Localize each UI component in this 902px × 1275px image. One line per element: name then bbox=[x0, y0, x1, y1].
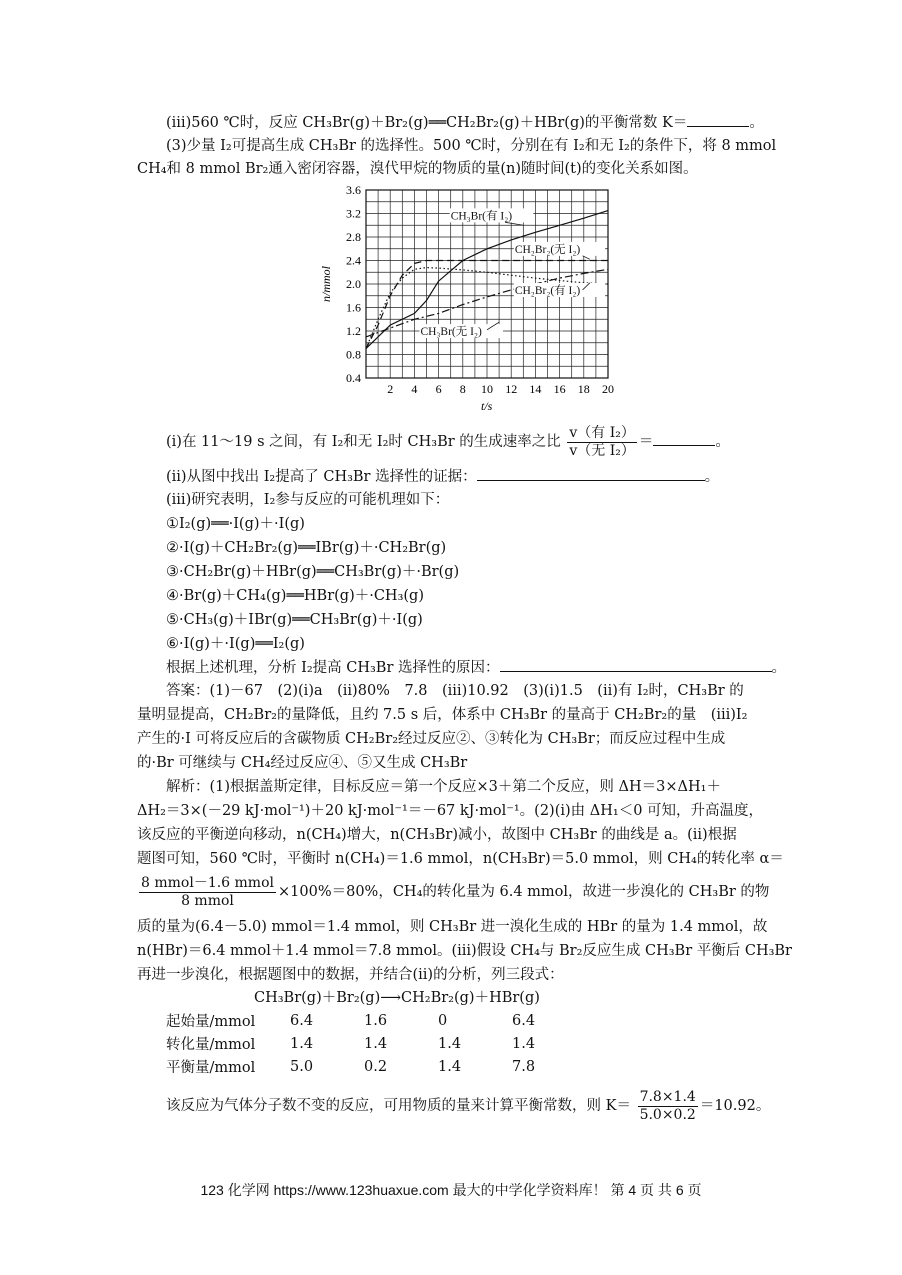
x-tick-label: 18 bbox=[577, 382, 590, 396]
q3-i-line: (ⅰ)在 11～19 s 之间，有 I₂和无 I₂时 CH₃Br 的生成速率之比 $\frac{\text{v（有 I₂）}}{\text{v（无 I₂）}}$ ＝ 。 bbox=[166, 424, 730, 459]
table-cell: 5.0 bbox=[290, 1058, 314, 1075]
y-tick-label: 1.6 bbox=[346, 300, 361, 315]
q3-ii-text: (ⅱ)从图中找出 I₂提高了 CH₃Br 选择性的证据： bbox=[166, 469, 477, 485]
x-tick-label: 4 bbox=[411, 382, 418, 396]
analysis-line-1: 解析：(1)根据盖斯定律，目标反应＝第一个反应×3＋第二个反应，则 ΔH＝3×ΔH₁＋ bbox=[166, 779, 721, 795]
annotation-leader-line bbox=[505, 222, 523, 225]
table-cell: 1.4 bbox=[438, 1035, 462, 1052]
k-calc-line bbox=[166, 1087, 770, 1125]
analysis2-line-2: n(HBr)＝6.4 mmol＋1.4 mmol＝7.8 mmol。(ⅲ)假设 CH₄与 Br₂反应生成 CH₃Br 平衡后 CH₃Br bbox=[137, 943, 792, 959]
answer-line-3: 产生的·I 可将反应后的含碳物质 CH₂Br₂经过反应②、③转化为 CH₃Br；而反应过程中生成 bbox=[137, 731, 726, 747]
answer-line-4: 的·Br 可继续与 CH₄经过反应④、⑤又生成 CH₃Br bbox=[137, 755, 468, 771]
k-fraction bbox=[638, 1089, 698, 1124]
three-stage-equation: CH₃Br(g)＋Br₂(g)⟶CH₂Br₂(g)＋HBr(g) bbox=[254, 990, 540, 1006]
k-numerator: 7.8×1.4 bbox=[639, 1088, 696, 1105]
table-row bbox=[166, 1055, 562, 1078]
table-cell: 0.2 bbox=[364, 1058, 388, 1075]
mechanism-step-2: ②·I(g)＋CH₂Br₂(g)══IBr(g)＋·CH₂Br(g) bbox=[166, 540, 447, 556]
x-tick-label: 8 bbox=[459, 382, 466, 396]
analysis-line-4: 题图可知，560 ℃时，平衡时 n(CH₄)＝1.6 mmol，n(CH₃Br)＝5.0 mmol，则 CH₄的转化率 α＝ bbox=[137, 851, 784, 867]
q3-intro-line1: (3)少量 I₂可提高生成 CH₃Br 的选择性。500 ℃时，分别在有 I₂和无 I₂的条件下，将 8 mmol bbox=[166, 138, 777, 154]
page-footer: 123 化学网 https://www.123huaxue.com 最大的中学化学资料库！ 第 4 页 共 6 页 bbox=[200, 1182, 702, 1198]
table-cell: 0 bbox=[438, 1012, 448, 1029]
y-tick-label: 2.8 bbox=[346, 230, 361, 244]
mechanism-step-6: ⑥·I(g)＋·I(g)══I₂(g) bbox=[166, 636, 305, 652]
k-calc-text: 该反应为气体分子数不变的反应，可用物质的量来计算平衡常数，则 K＝ bbox=[166, 1098, 631, 1114]
conversion-text: ×100%＝80%，CH₄的转化量为 6.4 mmol，故进一步溴化的 CH₃Br 的物 bbox=[278, 884, 770, 900]
y-tick-label: 3.6 bbox=[346, 183, 361, 197]
series-annotation-label: CH₃Br(有 I₂) bbox=[450, 210, 513, 223]
answer-blank bbox=[653, 431, 715, 446]
x-tick-label: 16 bbox=[553, 382, 566, 396]
bromomethane-chart bbox=[310, 182, 620, 420]
series-annotation-label: CH₃Br(无 I₂) bbox=[420, 326, 482, 339]
q3-reason-line: 根据上述机理，分析 I₂提高 CH₃Br 选择性的原因： 。 bbox=[166, 657, 786, 678]
conversion-line bbox=[137, 873, 769, 911]
table-cell: 6.4 bbox=[290, 1012, 314, 1029]
analysis-line-2: ΔH₂＝3×(－29 kJ·mol⁻¹)＋20 kJ·mol⁻¹＝－67 kJ·mol⁻¹。(2)(ⅰ)由 ΔH₁＜0 可知，升高温度， bbox=[137, 803, 764, 819]
q3-iii-line: (ⅲ)560 ℃时，反应 CH₃Br(g)＋Br₂(g)══CH₂Br₂(g)＋HBr(g)的平衡常数 K＝ 。 bbox=[166, 112, 764, 133]
y-tick-label: 2.4 bbox=[346, 253, 361, 268]
table-row bbox=[166, 1032, 562, 1055]
rate-ratio-fraction bbox=[567, 425, 637, 460]
q3-reason-text: 根据上述机理，分析 I₂提高 CH₃Br 选择性的原因： bbox=[166, 660, 500, 676]
q3-ii-line: (ⅱ)从图中找出 I₂提高了 CH₃Br 选择性的证据： 。 bbox=[166, 466, 719, 487]
answer-blank bbox=[687, 112, 749, 127]
q3-intro-line2: CH₄和 8 mmol Br₂通入密闭容器，溴代甲烷的物质的量(n)随时间(t)的变化关系如图。 bbox=[137, 161, 698, 177]
table-cell: 6.4 bbox=[512, 1012, 536, 1029]
mechanism-step-1: ①I₂(g)══·I(g)＋·I(g) bbox=[166, 516, 305, 532]
y-tick-label: 0.8 bbox=[346, 347, 361, 362]
table-cell: 1.6 bbox=[364, 1012, 388, 1029]
k-denominator: 5.0×0.2 bbox=[639, 1106, 696, 1123]
analysis2-line-3: 再进一步溴化，根据题图中的数据，并结合(ⅱ)的分析，列三段式： bbox=[137, 967, 564, 983]
mechanism-step-4: ④·Br(g)＋CH₄(g)══HBr(g)＋·CH₃(g) bbox=[166, 588, 424, 604]
q3-iii-mech-intro: (ⅲ)研究表明，I₂参与反应的可能机理如下： bbox=[166, 492, 450, 508]
table-row-label: 平衡量/mmol bbox=[166, 1060, 256, 1076]
y-tick-label: 2.0 bbox=[346, 277, 361, 291]
three-stage-table bbox=[166, 1009, 562, 1078]
series-annotation-label: CH₂Br₂(有 I₂) bbox=[514, 284, 581, 297]
y-tick-label: 1.2 bbox=[346, 324, 361, 338]
table-cell: 1.4 bbox=[290, 1035, 314, 1052]
analysis2-line-1: 质的量为(6.4－5.0) mmol＝1.4 mmol，则 CH₃Br 进一溴化生成的 HBr 的量为 1.4 mmol，故 bbox=[137, 919, 768, 935]
conversion-fraction bbox=[139, 875, 276, 910]
conversion-numerator: 8 mmol－1.6 mmol bbox=[141, 874, 274, 891]
mechanism-step-3: ③·CH₂Br(g)＋HBr(g)══CH₃Br(g)＋·Br(g) bbox=[166, 564, 460, 580]
table-row-label: 起始量/mmol bbox=[166, 1014, 256, 1030]
y-axis-label: n/mmol bbox=[319, 266, 333, 302]
x-tick-label: 20 bbox=[602, 382, 614, 396]
x-tick-label: 10 bbox=[481, 382, 493, 396]
q3-i-text: (ⅰ)在 11～19 s 之间，有 I₂和无 I₂时 CH₃Br 的生成速率之比 bbox=[166, 434, 561, 450]
table-cell: 1.4 bbox=[512, 1035, 536, 1052]
series-annotation-label: CH₂Br₂(无 I₂) bbox=[514, 243, 581, 256]
mechanism-step-5: ⑤·CH₃(g)＋IBr(g)══CH₃Br(g)＋·I(g) bbox=[166, 612, 423, 628]
answer-line-2: 量明显提高，CH₂Br₂的量降低，且约 7.5 s 后，体系中 CH₃Br 的量高于 CH₂Br₂的量 (ⅲ)I₂ bbox=[137, 707, 748, 723]
conversion-denominator: 8 mmol bbox=[181, 892, 234, 909]
x-tick-label: 2 bbox=[387, 382, 394, 396]
table-cell: 1.4 bbox=[364, 1035, 388, 1052]
rate-ratio-numerator: v（有 I₂） bbox=[569, 424, 635, 441]
x-axis-label: t/s bbox=[481, 399, 493, 413]
answer-line-1: 答案：(1)－67 (2)(ⅰ)a (ⅱ)80% 7.8 (ⅲ)10.92 (3)(ⅰ)1.5 (ⅱ)有 I₂时，CH₃Br 的 bbox=[166, 683, 744, 699]
q3-iii-text: (ⅲ)560 ℃时，反应 CH₃Br(g)＋Br₂(g)══CH₂Br₂(g)＋HBr(g)的平衡常数 K＝ bbox=[166, 115, 688, 131]
equals-sign: ＝ bbox=[638, 434, 654, 450]
answer-blank bbox=[477, 466, 705, 481]
rate-ratio-denominator: v（无 I₂） bbox=[569, 442, 635, 459]
table-row-label: 转化量/mmol bbox=[166, 1037, 256, 1053]
answer-blank bbox=[500, 657, 772, 672]
k-result: ＝10.92。 bbox=[699, 1098, 771, 1114]
x-tick-label: 6 bbox=[435, 382, 442, 396]
table-row bbox=[166, 1009, 562, 1032]
table-cell: 1.4 bbox=[438, 1058, 462, 1075]
x-tick-label: 14 bbox=[529, 382, 542, 396]
table-cell: 7.8 bbox=[512, 1058, 536, 1075]
y-tick-label: 3.2 bbox=[346, 206, 361, 221]
x-tick-label: 12 bbox=[505, 382, 518, 396]
analysis-line-3: 该反应的平衡逆向移动，n(CH₄)增大，n(CH₃Br)减小，故图中 CH₃Br 的曲线是 a。(ⅱ)根据 bbox=[137, 827, 737, 843]
y-tick-label: 0.4 bbox=[346, 371, 361, 385]
